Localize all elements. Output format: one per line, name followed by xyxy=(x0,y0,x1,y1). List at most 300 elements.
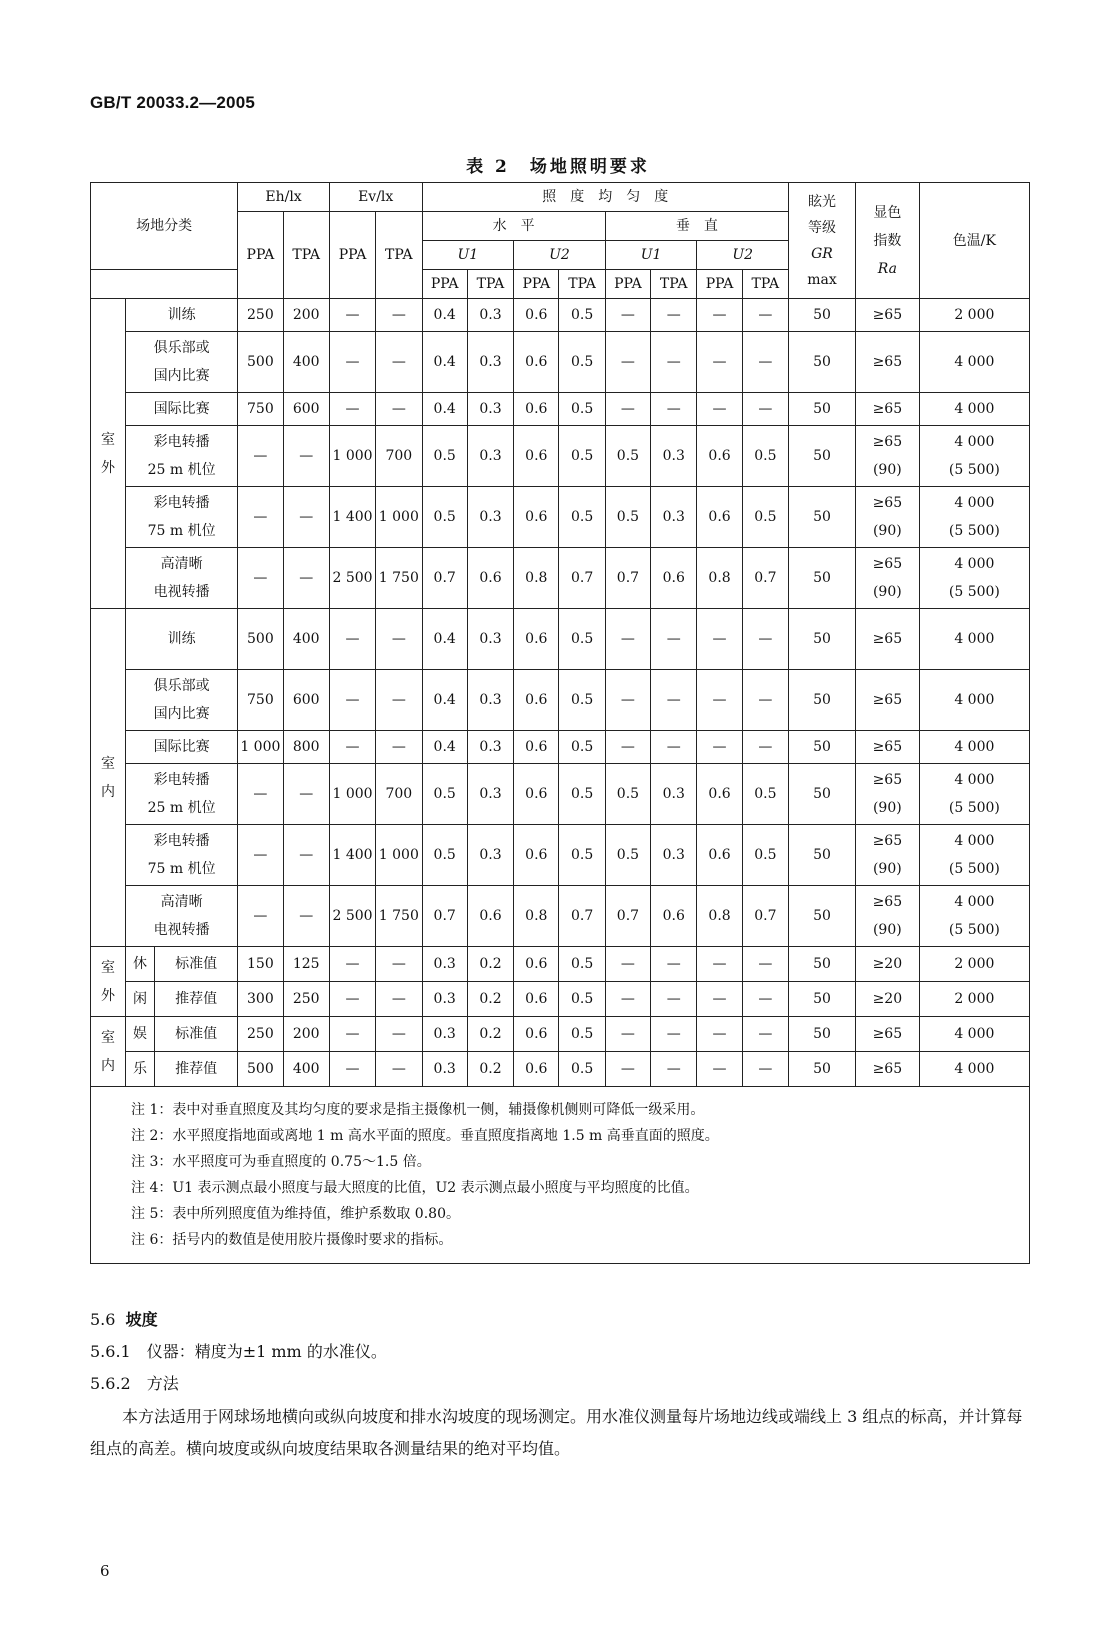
row-category-label: 推荐值 xyxy=(175,991,218,1007)
cell-h1t: 0.3 xyxy=(467,670,513,731)
cell-h1t: 0.3 xyxy=(467,332,513,393)
cell-ra-main: ≥65 xyxy=(872,495,903,511)
cell-h2t: 0.5 xyxy=(559,299,605,332)
cell-h1t: 0.3 xyxy=(467,299,513,332)
cell-h1t: 0.3 xyxy=(467,487,513,548)
cell-gr: 50 xyxy=(789,731,856,764)
cell-v1p: 0.7 xyxy=(605,886,650,947)
cell-v2t: — xyxy=(742,299,788,332)
cell-ct-main: 4 000 xyxy=(954,434,995,450)
cell-eh-tpa: 400 xyxy=(283,609,329,670)
cell-ra xyxy=(855,982,919,1017)
row-category xyxy=(126,1052,238,1087)
table-row xyxy=(91,548,1030,609)
cell-h1p: 0.3 xyxy=(422,947,467,982)
cell-eh-tpa: — xyxy=(283,886,329,947)
row-category-line-1: 彩电转播 xyxy=(153,495,210,511)
cell-ct-film: (5 500) xyxy=(948,922,1000,938)
cell-h2p: 0.8 xyxy=(514,548,559,609)
cell-ra xyxy=(855,825,919,886)
cell-ev-tpa: 1 000 xyxy=(376,487,422,548)
cell-h1p: 0.3 xyxy=(422,982,467,1017)
cell-v1t: — xyxy=(651,982,697,1017)
cell-h1p: 0.4 xyxy=(422,393,467,426)
row-category xyxy=(126,299,238,332)
cell-ra xyxy=(855,299,919,332)
cell-v1t: 0.3 xyxy=(651,487,697,548)
row-category-line-1: 高清晰 xyxy=(160,894,203,910)
table-note: 注 4：U1 表示测点最小照度与最大照度的比值，U2 表示测点最小照度与平均照度的比值。 xyxy=(131,1180,699,1196)
row-category xyxy=(126,982,238,1017)
cell-v2p: 0.6 xyxy=(697,825,742,886)
cell-h2t: 0.5 xyxy=(559,670,605,731)
cell-ra xyxy=(855,609,919,670)
row-category-label: 推荐值 xyxy=(175,1061,218,1077)
cell-ra-main: ≥65 xyxy=(872,556,903,572)
cell-ct xyxy=(919,731,1029,764)
cell-ct-main: 4 000 xyxy=(954,739,995,755)
cell-eh-tpa: 800 xyxy=(283,731,329,764)
cell-eh-ppa: — xyxy=(238,764,283,825)
cell-h1p: 0.3 xyxy=(422,1052,467,1087)
leisure-label: 休 xyxy=(126,947,155,981)
cell-h1t: 0.3 xyxy=(467,609,513,670)
header-spacer xyxy=(91,270,238,299)
cell-h1t: 0.3 xyxy=(467,731,513,764)
cell-ra xyxy=(855,1052,919,1087)
cell-eh-ppa: 500 xyxy=(238,332,283,393)
header-ev-tpa: TPA xyxy=(376,212,422,299)
row-category-line-1: 国际比赛 xyxy=(153,739,210,755)
cell-v2p: 0.6 xyxy=(697,426,742,487)
cell-gr: 50 xyxy=(789,1052,856,1087)
header-ev-ppa: PPA xyxy=(329,212,375,299)
cell-h1t: 0.2 xyxy=(467,982,513,1017)
header-eh: Eh/lx xyxy=(238,183,330,212)
table-row xyxy=(91,393,1030,426)
cell-ev-tpa: 1 750 xyxy=(376,548,422,609)
cell-ev-ppa: 2 500 xyxy=(329,548,375,609)
cell-gr: 50 xyxy=(789,982,856,1017)
table-note: 注 1：表中对垂直照度及其均匀度的要求是指主摄像机一侧，辅摄像机侧则可降低一级采用。 xyxy=(131,1102,705,1118)
cell-gr: 50 xyxy=(789,825,856,886)
cell-ct-film: (5 500) xyxy=(948,800,1000,816)
cell-ra-film: (90) xyxy=(872,861,902,877)
cell-h2p: 0.6 xyxy=(514,393,559,426)
cell-v2t: 0.5 xyxy=(742,764,788,825)
cell-v2t: — xyxy=(742,609,788,670)
cell-ct-main: 4 000 xyxy=(954,401,995,417)
cell-ct xyxy=(919,982,1029,1017)
cell-ev-tpa: — xyxy=(376,332,422,393)
cell-gr: 50 xyxy=(789,609,856,670)
cell-ra xyxy=(855,947,919,982)
group-indoor xyxy=(91,609,126,947)
row-category xyxy=(126,1017,238,1052)
cell-eh-ppa: 750 xyxy=(238,670,283,731)
cell-v1p: 0.5 xyxy=(605,825,650,886)
cell-v2t: 0.5 xyxy=(742,825,788,886)
cell-v2p: — xyxy=(697,982,742,1017)
cell-v2t: — xyxy=(742,670,788,731)
cell-v2p: — xyxy=(697,670,742,731)
cell-h2p: 0.6 xyxy=(514,299,559,332)
glare-line-4: max xyxy=(807,271,837,288)
row-category-line-2: 国内比赛 xyxy=(153,706,210,722)
table-row xyxy=(91,670,1030,731)
cell-eh-ppa: 250 xyxy=(238,1017,283,1052)
row-category-line-2: 电视转播 xyxy=(153,584,210,600)
cell-v1t: 0.3 xyxy=(651,825,697,886)
header-uniformity: 照 度 均 匀 度 xyxy=(422,183,789,212)
cell-ra-film: (90) xyxy=(872,523,902,539)
row-category xyxy=(126,886,238,947)
cell-eh-ppa: — xyxy=(238,487,283,548)
cell-ct-film: (5 500) xyxy=(948,523,1000,539)
row-category-line-1: 彩电转播 xyxy=(153,833,210,849)
cell-v1p: — xyxy=(605,299,650,332)
header-h2-tpa: TPA xyxy=(559,270,605,299)
cell-gr: 50 xyxy=(789,393,856,426)
cell-eh-ppa: 150 xyxy=(238,947,283,982)
cell-ct-main: 4 000 xyxy=(954,692,995,708)
row-category-line-1: 彩电转播 xyxy=(153,772,210,788)
cell-h2t: 0.5 xyxy=(559,764,605,825)
cell-v1p: 0.5 xyxy=(605,764,650,825)
cell-ev-tpa: — xyxy=(376,947,422,982)
row-category xyxy=(126,487,238,548)
cell-ct-main: 4 000 xyxy=(954,1061,995,1077)
cell-ra-film: (90) xyxy=(872,584,902,600)
cell-ct-main: 4 000 xyxy=(954,833,995,849)
row-category-line-2: 75 m 机位 xyxy=(147,523,216,539)
row-category xyxy=(126,548,238,609)
cell-ct xyxy=(919,609,1029,670)
cell-ct xyxy=(919,670,1029,731)
cell-ra xyxy=(855,731,919,764)
cell-h2t: 0.5 xyxy=(559,1017,605,1052)
row-category xyxy=(126,332,238,393)
cell-ev-tpa: — xyxy=(376,731,422,764)
cell-gr: 50 xyxy=(789,299,856,332)
cell-h1t: 0.2 xyxy=(467,1052,513,1087)
cell-ct xyxy=(919,548,1029,609)
cell-h1t: 0.3 xyxy=(467,825,513,886)
cell-v1p: 0.7 xyxy=(605,548,650,609)
cell-gr: 50 xyxy=(789,764,856,825)
cell-h2t: 0.5 xyxy=(559,731,605,764)
cell-h2p: 0.6 xyxy=(514,982,559,1017)
cell-h2p: 0.6 xyxy=(514,1017,559,1052)
cell-eh-tpa: 600 xyxy=(283,393,329,426)
row-category xyxy=(126,825,238,886)
cell-ct xyxy=(919,426,1029,487)
header-ev: Ev/lx xyxy=(329,183,422,212)
section-5-6-title: 坡度 xyxy=(125,1310,158,1329)
cell-eh-tpa: — xyxy=(283,825,329,886)
group-indoor-char-1: 室 xyxy=(101,755,115,772)
cell-h2p: 0.6 xyxy=(514,947,559,982)
row-category-line-2: 25 m 机位 xyxy=(147,800,216,816)
cell-v1t: — xyxy=(651,609,697,670)
cell-eh-tpa: — xyxy=(283,487,329,548)
cell-ra-main: ≥65 xyxy=(872,692,903,708)
cell-gr: 50 xyxy=(789,670,856,731)
ra-line-2: 指数 xyxy=(873,232,902,249)
table-note: 注 5：表中所列照度值为维持值，维护系数取 0.80。 xyxy=(131,1206,460,1222)
cell-ra xyxy=(855,393,919,426)
cell-ra xyxy=(855,670,919,731)
table-row xyxy=(91,332,1030,393)
cell-ra-main: ≥65 xyxy=(872,631,903,647)
cell-ev-ppa: 1 400 xyxy=(329,487,375,548)
cell-v2t: — xyxy=(742,1017,788,1052)
cell-h1p: 0.5 xyxy=(422,487,467,548)
row-category-label: 标准值 xyxy=(175,1026,218,1042)
table-row xyxy=(91,1052,1030,1087)
cell-ra-main: ≥65 xyxy=(872,833,903,849)
cell-ra-film: (90) xyxy=(872,462,902,478)
cell-h1p: 0.3 xyxy=(422,1017,467,1052)
cell-h1t: 0.2 xyxy=(467,1017,513,1052)
cell-v2t: 0.5 xyxy=(742,487,788,548)
cell-v2p: 0.6 xyxy=(697,487,742,548)
cell-v1t: — xyxy=(651,1017,697,1052)
row-category xyxy=(126,947,238,982)
row-category xyxy=(126,670,238,731)
cell-v2p: 0.8 xyxy=(697,886,742,947)
cell-h2p: 0.6 xyxy=(514,670,559,731)
cell-ev-ppa: — xyxy=(329,1017,375,1052)
cell-ra-main: ≥65 xyxy=(872,772,903,788)
cell-v1p: 0.5 xyxy=(605,487,650,548)
group-leisure-indoor xyxy=(91,1017,126,1087)
cell-h2t: 0.5 xyxy=(559,982,605,1017)
cell-v1p: 0.5 xyxy=(605,426,650,487)
cell-eh-tpa: 400 xyxy=(283,332,329,393)
cell-ra-main: ≥65 xyxy=(872,1026,903,1042)
group-indoor-char-2: 内 xyxy=(101,783,115,800)
group-leisure-outdoor-char-2: 外 xyxy=(101,987,115,1004)
cell-v1p: — xyxy=(605,609,650,670)
cell-v2p: — xyxy=(697,731,742,764)
cell-v1t: — xyxy=(651,1052,697,1087)
cell-v2p: — xyxy=(697,332,742,393)
cell-v2t: — xyxy=(742,332,788,393)
header-v1-ppa: PPA xyxy=(605,270,650,299)
cell-v2t: — xyxy=(742,731,788,764)
section-5-6 xyxy=(90,1307,158,1330)
glare-line-2: 等级 xyxy=(807,219,836,236)
cell-ct-main: 2 000 xyxy=(954,991,995,1007)
lighting-requirements-table xyxy=(90,182,1030,1264)
cell-ct xyxy=(919,1017,1029,1052)
cell-ct-main: 4 000 xyxy=(954,1026,995,1042)
table-note: 注 3：水平照度可为垂直照度的 0.75～1.5 倍。 xyxy=(131,1154,431,1170)
table-notes xyxy=(91,1087,1030,1264)
cell-ct-main: 4 000 xyxy=(954,631,995,647)
section-5-6-1: 5.6.1 仪器：精度为±1 mm 的水准仪。 xyxy=(90,1342,387,1361)
table-row xyxy=(91,825,1030,886)
cell-h2t: 0.5 xyxy=(559,947,605,982)
group-leisure-outdoor-char-1: 室 xyxy=(101,959,115,976)
cell-h2t: 0.5 xyxy=(559,825,605,886)
cell-ev-tpa: 700 xyxy=(376,426,422,487)
cell-h2t: 0.7 xyxy=(559,548,605,609)
header-v-u1: U1 xyxy=(605,241,697,270)
cell-h2t: 0.7 xyxy=(559,886,605,947)
cell-ct xyxy=(919,825,1029,886)
cell-ct-main: 2 000 xyxy=(954,956,995,972)
cell-eh-ppa: — xyxy=(238,426,283,487)
cell-eh-ppa: 1 000 xyxy=(238,731,283,764)
cell-h1p: 0.7 xyxy=(422,886,467,947)
cell-eh-tpa: 400 xyxy=(283,1052,329,1087)
cell-ev-ppa: — xyxy=(329,393,375,426)
cell-h2p: 0.6 xyxy=(514,609,559,670)
cell-v2t: 0.7 xyxy=(742,886,788,947)
group-leisure-outdoor xyxy=(91,947,126,1017)
cell-h2p: 0.6 xyxy=(514,825,559,886)
cell-ev-tpa: 1 750 xyxy=(376,886,422,947)
header-h1-ppa: PPA xyxy=(422,270,467,299)
cell-v2p: — xyxy=(697,1052,742,1087)
cell-h2t: 0.5 xyxy=(559,426,605,487)
cell-v2p: — xyxy=(697,299,742,332)
table-row xyxy=(91,426,1030,487)
cell-ct-main: 4 000 xyxy=(954,894,995,910)
row-category-line-2: 电视转播 xyxy=(153,922,210,938)
cell-h2t: 0.5 xyxy=(559,332,605,393)
cell-v1p: — xyxy=(605,332,650,393)
header-eh-ppa: PPA xyxy=(238,212,283,299)
cell-h1p: 0.4 xyxy=(422,299,467,332)
cell-ct xyxy=(919,886,1029,947)
row-category-line-2: 25 m 机位 xyxy=(147,462,216,478)
table-row xyxy=(91,982,1030,1017)
section-5-6-number: 5.6 xyxy=(90,1310,116,1329)
group-outdoor-char-2: 外 xyxy=(101,459,115,476)
standard-number: GB/T 20033.2—2005 xyxy=(90,93,255,112)
cell-ct xyxy=(919,332,1029,393)
cell-h2p: 0.8 xyxy=(514,886,559,947)
cell-ra-main: ≥65 xyxy=(872,894,903,910)
cell-h1t: 0.3 xyxy=(467,764,513,825)
cell-v2t: — xyxy=(742,1052,788,1087)
cell-eh-ppa: 250 xyxy=(238,299,283,332)
header-glare xyxy=(789,183,856,299)
cell-h1t: 0.2 xyxy=(467,947,513,982)
cell-v1p: — xyxy=(605,982,650,1017)
cell-eh-ppa: — xyxy=(238,548,283,609)
ra-line-3: Ra xyxy=(877,260,897,277)
cell-eh-ppa: 300 xyxy=(238,982,283,1017)
cell-h2p: 0.6 xyxy=(514,1052,559,1087)
cell-ra-main: ≥20 xyxy=(872,956,903,972)
cell-ev-ppa: — xyxy=(329,670,375,731)
header-h1-tpa: TPA xyxy=(467,270,513,299)
cell-ct-film: (5 500) xyxy=(948,584,1000,600)
cell-h2p: 0.6 xyxy=(514,731,559,764)
table-row xyxy=(91,886,1030,947)
cell-ct-main: 4 000 xyxy=(954,556,995,572)
table-row xyxy=(91,1017,1030,1052)
table-row xyxy=(91,487,1030,548)
cell-v1p: — xyxy=(605,670,650,731)
cell-h1t: 0.3 xyxy=(467,393,513,426)
cell-ct-main: 2 000 xyxy=(954,307,995,323)
cell-ev-ppa: — xyxy=(329,1052,375,1087)
cell-h2p: 0.6 xyxy=(514,487,559,548)
table-row xyxy=(91,609,1030,670)
cell-eh-tpa: 125 xyxy=(283,947,329,982)
cell-h2t: 0.5 xyxy=(559,609,605,670)
cell-gr: 50 xyxy=(789,487,856,548)
glare-line-3: GR xyxy=(811,245,833,262)
cell-ra-main: ≥65 xyxy=(872,739,903,755)
row-category-line-1: 俱乐部或 xyxy=(153,340,210,356)
header-v1-tpa: TPA xyxy=(651,270,697,299)
cell-v2p: — xyxy=(697,1017,742,1052)
section-5-6-2: 5.6.2 方法 xyxy=(90,1374,179,1393)
cell-v1p: — xyxy=(605,731,650,764)
cell-gr: 50 xyxy=(789,947,856,982)
notes-row xyxy=(91,1087,1030,1264)
group-leisure-indoor-char-2: 内 xyxy=(101,1057,115,1074)
cell-h2t: 0.5 xyxy=(559,393,605,426)
cell-gr: 50 xyxy=(789,886,856,947)
cell-ev-ppa: — xyxy=(329,947,375,982)
cell-ra xyxy=(855,332,919,393)
cell-ct-main: 4 000 xyxy=(954,354,995,370)
cell-ra xyxy=(855,426,919,487)
header-category: 场地分类 xyxy=(91,183,238,270)
cell-h1p: 0.7 xyxy=(422,548,467,609)
header-v-u2: U2 xyxy=(697,241,789,270)
cell-ct-film: (5 500) xyxy=(948,462,1000,478)
cell-h1t: 0.3 xyxy=(467,426,513,487)
table-row xyxy=(91,947,1030,982)
glare-line-1: 眩光 xyxy=(807,193,836,210)
group-outdoor xyxy=(91,299,126,609)
cell-v2p: — xyxy=(697,947,742,982)
cell-eh-tpa: — xyxy=(283,764,329,825)
cell-h1t: 0.6 xyxy=(467,886,513,947)
cell-eh-ppa: 500 xyxy=(238,609,283,670)
cell-h1p: 0.4 xyxy=(422,332,467,393)
leisure-label: 闲 xyxy=(126,982,155,1016)
cell-eh-ppa: — xyxy=(238,886,283,947)
cell-v1t: 0.3 xyxy=(651,426,697,487)
header-ra xyxy=(855,183,919,299)
cell-h2p: 0.6 xyxy=(514,332,559,393)
cell-gr: 50 xyxy=(789,1017,856,1052)
row-category-line-1: 训练 xyxy=(167,307,196,323)
cell-ev-tpa: — xyxy=(376,609,422,670)
page-number: 6 xyxy=(100,1562,110,1580)
cell-eh-tpa: 250 xyxy=(283,982,329,1017)
row-category-line-1: 高清晰 xyxy=(160,556,203,572)
cell-v1p: — xyxy=(605,1052,650,1087)
cell-ev-ppa: 1 000 xyxy=(329,764,375,825)
row-category xyxy=(126,609,238,670)
cell-v2t: — xyxy=(742,947,788,982)
cell-ev-ppa: 1 000 xyxy=(329,426,375,487)
cell-h2t: 0.5 xyxy=(559,487,605,548)
leisure-label: 乐 xyxy=(126,1052,155,1086)
cell-ra-film: (90) xyxy=(872,800,902,816)
cell-ct xyxy=(919,299,1029,332)
